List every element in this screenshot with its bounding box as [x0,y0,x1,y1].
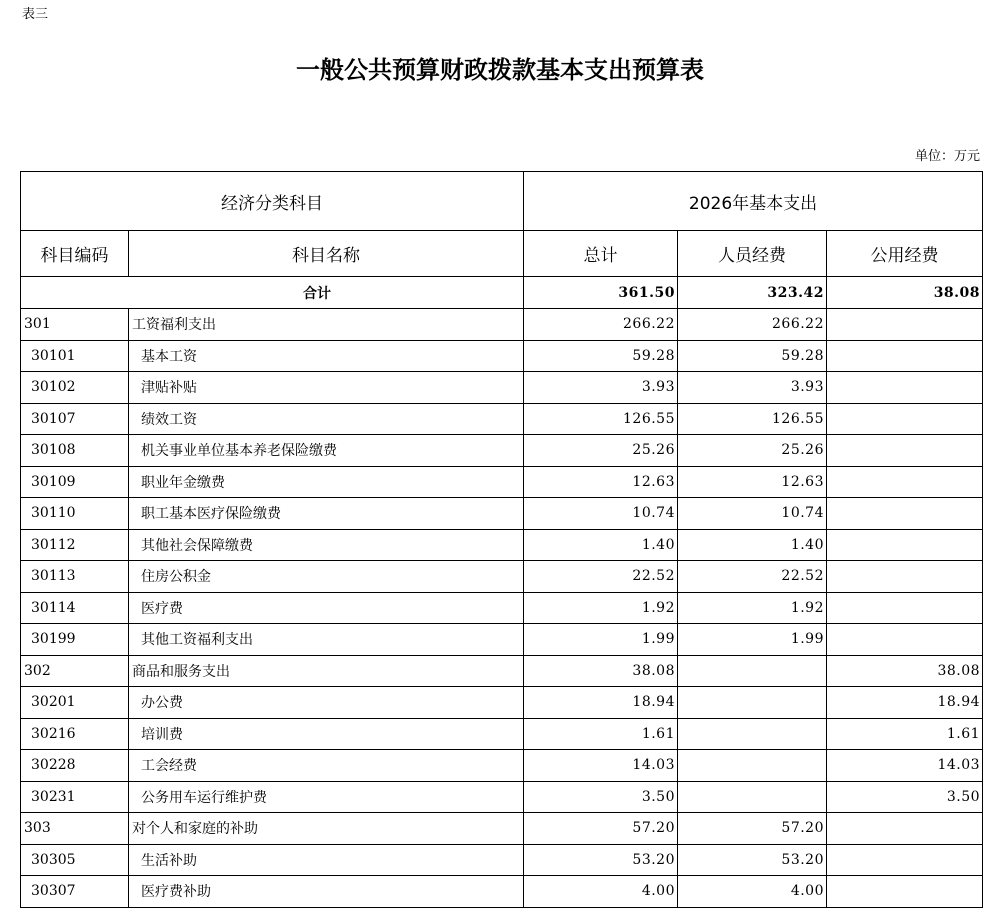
row-name: 其他社会保障缴费 [129,529,524,561]
table-row [21,844,983,876]
row-personnel: 22.52 [678,561,827,593]
row-total: 14.03 [524,750,678,782]
row-personnel: 59.28 [678,340,827,372]
row-public [827,340,983,372]
row-total: 1.99 [524,624,678,656]
row-code: 30102 [21,372,129,404]
row-total: 126.55 [524,403,678,435]
row-public [827,435,983,467]
row-code: 301 [21,309,129,341]
row-code: 302 [21,655,129,687]
row-total: 53.20 [524,844,678,876]
row-personnel: 53.20 [678,844,827,876]
row-public [827,592,983,624]
table-row [21,592,983,624]
table-row [21,876,983,908]
row-total: 18.94 [524,687,678,719]
row-public [827,498,983,530]
row-personnel: 1.92 [678,592,827,624]
row-total: 266.22 [524,309,678,341]
row-public [827,624,983,656]
header-public: 公用经费 [827,231,983,277]
header-row-2 [21,231,983,277]
row-code: 30113 [21,561,129,593]
table-row [21,624,983,656]
row-total: 1.61 [524,718,678,750]
page-title: 一般公共预算财政拨款基本支出预算表 [296,55,704,84]
row-code: 30107 [21,403,129,435]
row-personnel: 57.20 [678,813,827,845]
row-personnel: 1.40 [678,529,827,561]
row-name: 医疗费 [129,592,524,624]
row-total: 1.92 [524,592,678,624]
table-row [21,529,983,561]
row-name: 办公费 [129,687,524,719]
row-name: 基本工资 [129,340,524,372]
row-code: 30305 [21,844,129,876]
unit-label: 单位：万元 [914,149,980,164]
row-name: 住房公积金 [129,561,524,593]
row-total: 10.74 [524,498,678,530]
row-name: 工资福利支出 [129,309,524,341]
row-personnel: 4.00 [678,876,827,908]
total-public: 38.08 [827,277,983,309]
row-public [827,372,983,404]
row-name: 对个人和家庭的补助 [129,813,524,845]
row-name: 职工基本医疗保险缴费 [129,498,524,530]
row-total: 3.93 [524,372,678,404]
row-public [827,529,983,561]
row-code: 30216 [21,718,129,750]
row-public: 38.08 [827,655,983,687]
row-name: 绩效工资 [129,403,524,435]
row-personnel [678,655,827,687]
row-personnel: 10.74 [678,498,827,530]
row-name: 机关事业单位基本养老保险缴费 [129,435,524,467]
total-row [21,277,983,309]
row-code: 30109 [21,466,129,498]
row-public: 3.50 [827,781,983,813]
row-public [827,844,983,876]
table-row [21,718,983,750]
row-code: 30307 [21,876,129,908]
row-code: 30108 [21,435,129,467]
row-public [827,813,983,845]
row-code: 30101 [21,340,129,372]
budget-table [20,171,983,908]
row-code: 30231 [21,781,129,813]
table-row [21,403,983,435]
row-total: 3.50 [524,781,678,813]
table-row [21,340,983,372]
row-public [827,466,983,498]
row-public [827,876,983,908]
row-personnel: 12.63 [678,466,827,498]
row-personnel [678,687,827,719]
row-code: 30112 [21,529,129,561]
table-row [21,687,983,719]
row-total: 57.20 [524,813,678,845]
header-code: 科目编码 [21,231,129,277]
row-code: 30201 [21,687,129,719]
table-row [21,655,983,687]
row-total: 1.40 [524,529,678,561]
row-personnel: 1.99 [678,624,827,656]
table-row [21,781,983,813]
row-total: 38.08 [524,655,678,687]
header-personnel: 人员经费 [678,231,827,277]
row-name: 公务用车运行维护费 [129,781,524,813]
row-personnel [678,781,827,813]
row-code: 303 [21,813,129,845]
row-total: 12.63 [524,466,678,498]
table-row [21,372,983,404]
table-row [21,309,983,341]
table-row [21,466,983,498]
row-public: 18.94 [827,687,983,719]
header-year-expense: 2026年基本支出 [524,172,983,231]
row-total: 59.28 [524,340,678,372]
row-public [827,309,983,341]
row-code: 30114 [21,592,129,624]
row-name: 津贴补贴 [129,372,524,404]
table-row [21,561,983,593]
row-personnel [678,718,827,750]
row-name: 培训费 [129,718,524,750]
row-name: 医疗费补助 [129,876,524,908]
table-row [21,498,983,530]
row-public: 1.61 [827,718,983,750]
row-public: 14.03 [827,750,983,782]
header-classification: 经济分类科目 [21,172,524,231]
row-total: 25.26 [524,435,678,467]
row-total: 22.52 [524,561,678,593]
header-row-1 [21,172,983,231]
table-row [21,813,983,845]
header-total: 总计 [524,231,678,277]
row-name: 工会经费 [129,750,524,782]
row-name: 职业年金缴费 [129,466,524,498]
total-amount: 361.50 [524,277,678,309]
table-number-label: 表三 [22,7,49,22]
row-code: 30110 [21,498,129,530]
row-public [827,403,983,435]
row-personnel [678,750,827,782]
row-code: 30228 [21,750,129,782]
row-public [827,561,983,593]
table-row [21,435,983,467]
total-personnel: 323.42 [678,277,827,309]
row-personnel: 126.55 [678,403,827,435]
row-personnel: 3.93 [678,372,827,404]
row-personnel: 25.26 [678,435,827,467]
row-total: 4.00 [524,876,678,908]
row-name: 其他工资福利支出 [129,624,524,656]
row-code: 30199 [21,624,129,656]
table-row [21,750,983,782]
total-label: 合计 [21,277,524,309]
header-name: 科目名称 [129,231,524,277]
row-name: 商品和服务支出 [129,655,524,687]
row-personnel: 266.22 [678,309,827,341]
row-name: 生活补助 [129,844,524,876]
